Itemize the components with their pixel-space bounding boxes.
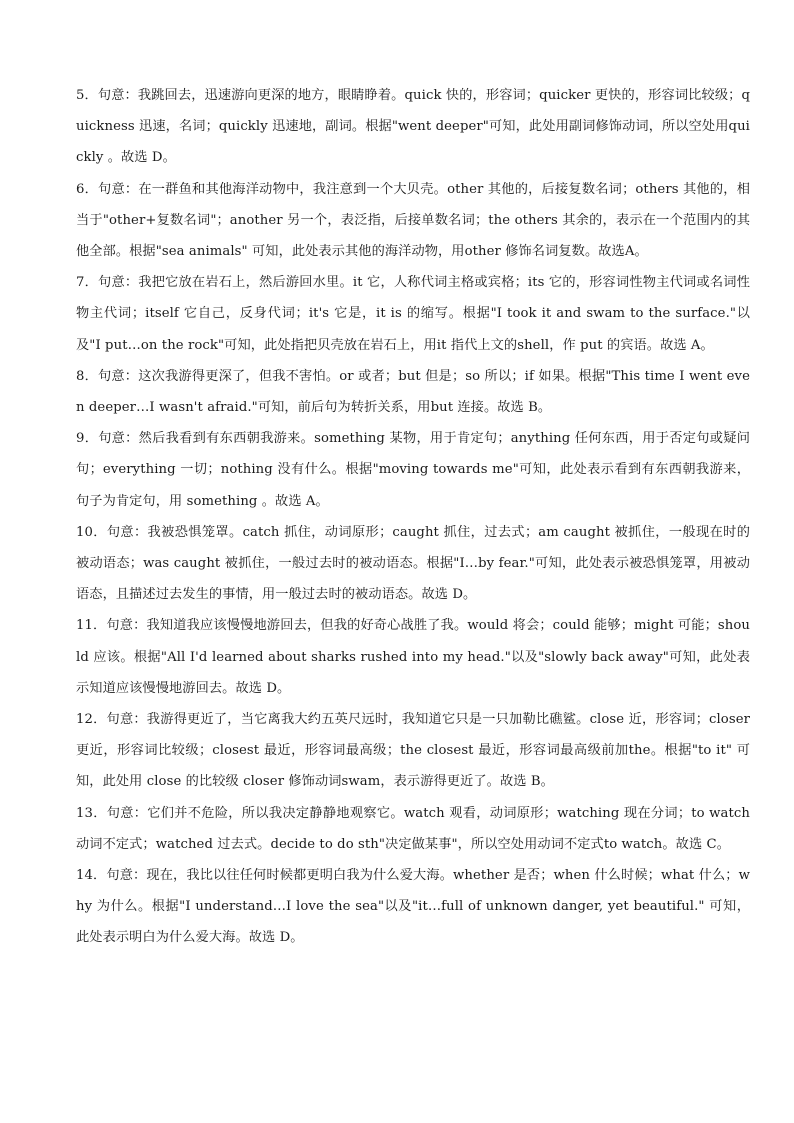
explanation-item-6: 6．句意：在一群鱼和其他海洋动物中，我注意到一个大贝壳。other 其他的，后接复数名词；others 其他的，相当于"other+复数名词"；another 另一个，表泛指，后接单数名词；the others 其余的，表示在一个范围内的其他全部。根据"sea animals" 可知，此处表示其他的海洋动物，用other 修饰名词复数。故选A。 <box>76 181 750 260</box>
explanation-item-14: 14．句意：现在，我比以往任何时候都更明白我为什么爱大海。whether 是否；when 什么时候；what 什么；why 为什么。根据"I understand…I love the sea"以及"it…full of unknown danger, yet beautiful." 可知，此处表示明白为什么爱大海。故选 D。 <box>76 868 750 946</box>
explanation-item-12: 12．句意：我游得更近了，当它离我大约五英尺远时，我知道它只是一只加勒比礁鲨。close 近，形容词；closer 更近，形容词比较级；closest 最近，形容词最高级；the closest 最近，形容词最高级前加the。根据"to it" 可知，此处用 close 的比较级 closer 修饰动词swam，表示游得更近了。故选 B。 <box>76 712 750 790</box>
explanation-item-5: 5．句意：我跳回去，迅速游向更深的地方，眼睛睁着。quick 快的，形容词；quicker 更快的，形容词比较级；quickness 迅速，名词；quickly 迅速地，副词。根据"went deeper"可知，此处用副词修饰动词，所以空处用quickly 。故选 D。 <box>76 88 750 166</box>
explanation-item-11: 11．句意：我知道我应该慢慢地游回去，但我的好奇心战胜了我。would 将会；could 能够；might 可能；should 应该。根据"All I'd learned about sharks rushed into my head."以及"slowly back away"可知，此处表示知道应该慢慢地游回去。故选 D。 <box>76 618 750 696</box>
explanation-item-9: 9．句意：然后我看到有东西朝我游来。something 某物，用于肯定句；anything 任何东西，用于否定句或疑问句；everything 一切；nothing 没有什么。根据"moving towards me"可知，此处表示看到有东西朝我游来，句子为肯定句，用 something 。故选 A。 <box>76 431 750 509</box>
explanation-item-8: 8．句意：这次我游得更深了，但我不害怕。or 或者；but 但是；so 所以；if 如果。根据"This time I went even deeper…I wasn't afraid."可知，前后句为转折关系，用but 连接。故选 B。 <box>76 368 750 416</box>
answer-explanations <box>76 80 750 954</box>
explanation-item-10: 10．句意：我被恐惧笼罩。catch 抓住，动词原形；caught 抓住，过去式；am caught 被抓住，一般现在时的被动语态；was caught 被抓住，一般过去时的被动语态。根据"I…by fear."可知，此处表示被恐惧笼罩，用被动语态，且描述过去发生的事情，用一般过去时的被动语态。故选 D。 <box>76 524 750 603</box>
explanation-item-13: 13．句意：它们并不危险，所以我决定静静地观察它。watch 观看，动词原形；watching 现在分词；to watch 动词不定式；watched 过去式。decide to do sth"决定做某事"，所以空处用动词不定式to watch。故选 C。 <box>76 805 750 852</box>
explanation-item-7: 7．句意：我把它放在岩石上，然后游回水里。it 它，人称代词主格或宾格；its 它的，形容词性物主代词或名词性物主代词；itself 它自己，反身代词；it's 它是，it is 的缩写。根据"I took it and swam to the surface."以及"I put…on the rock"可知，此处指把贝壳放在岩石上，用it 指代上文的shell，作 put 的宾语。故选 A。 <box>76 275 750 353</box>
